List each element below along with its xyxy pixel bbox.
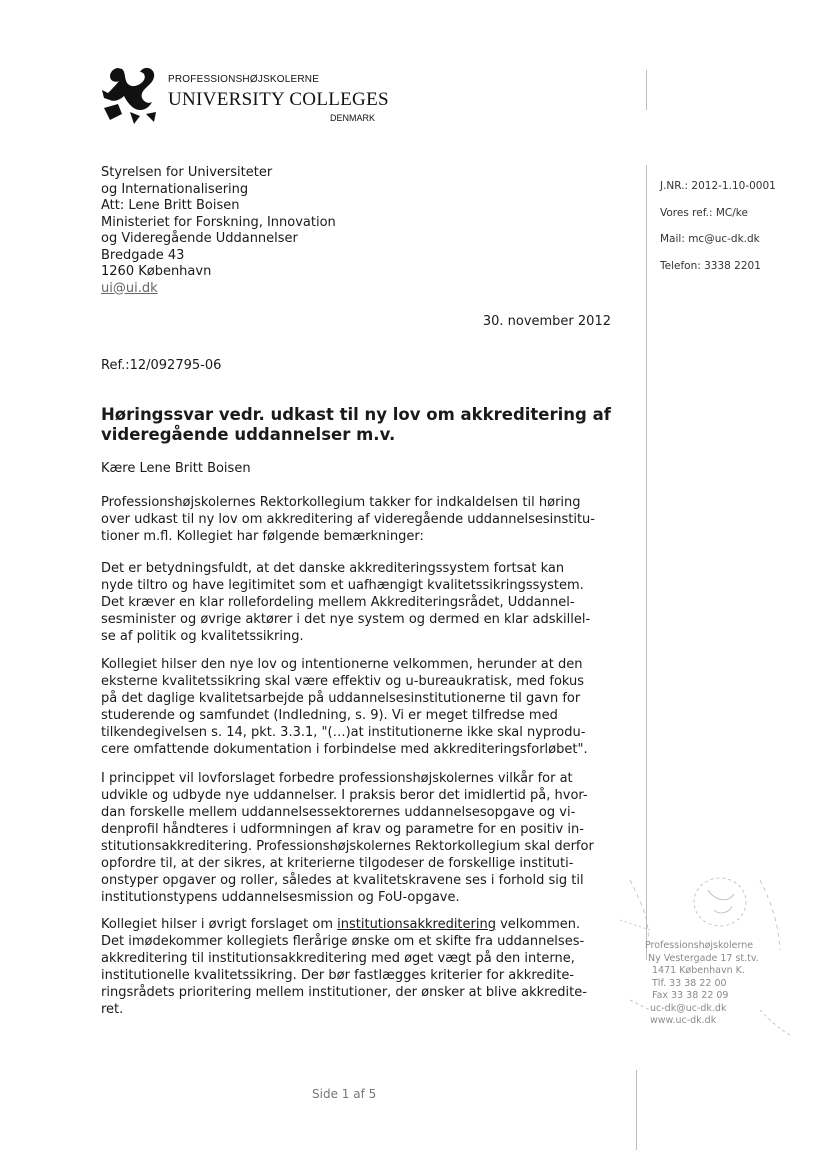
heading-line: Høringssvar vedr. udkast til ny lov om akkreditering af bbox=[101, 405, 611, 424]
text-line bbox=[101, 916, 631, 933]
logo-mark-icon bbox=[100, 66, 160, 124]
paragraph-5 bbox=[101, 916, 631, 1018]
text-line: onstyper opgaver og roller, således at kvalitetskravene ses i forhold sig til bbox=[101, 873, 584, 888]
paragraph-2 bbox=[101, 560, 631, 645]
address-line: 1260 København bbox=[101, 264, 212, 279]
text-line: sesminister og øvrige aktører i det nye system og dermed en klar adskillel- bbox=[101, 612, 591, 627]
text-line: Professionshøjskolernes Rektorkollegium takker for indkaldelsen til høring bbox=[101, 495, 581, 510]
text-line: tilkendegivelsen s. 14, pkt. 3.3.1, "(…)at institutionerne ikke skal nyprodu- bbox=[101, 725, 586, 740]
paragraph-1 bbox=[101, 494, 631, 545]
journal-number: J.NR.: 2012-1.10-0001 bbox=[660, 180, 776, 192]
letter-heading bbox=[101, 405, 621, 445]
stamp-line: 1471 København K. bbox=[652, 965, 745, 976]
text-line: nyde tiltro og have legitimitet som et uafhængigt kvalitetssikringssystem. bbox=[101, 578, 584, 593]
text-line: over udkast til ny lov om akkreditering af videregående uddannelsesinstitu- bbox=[101, 512, 595, 527]
text-line: ringsrådets prioritering mellem institutioner, der ønsker at blive akkredite- bbox=[101, 985, 587, 1000]
address-line: og Videregående Uddannelser bbox=[101, 231, 298, 246]
text-segment: velkommen. bbox=[495, 917, 581, 932]
sender-phone: Telefon: 3338 2201 bbox=[660, 259, 761, 272]
recipient-address bbox=[101, 165, 336, 297]
letter-date: 30. november 2012 bbox=[482, 314, 611, 329]
stamp-line: www.uc-dk.dk bbox=[650, 1015, 717, 1026]
text-line: studerende og samfundet (Indledning, s. 9). Vi er meget tilfredse med bbox=[101, 708, 558, 723]
stamp-line: Professionshøjskolerne bbox=[645, 940, 754, 951]
text-line: eksterne kvalitetssikring skal være effektiv og u-bureaukratisk, med fokus bbox=[101, 674, 585, 689]
page-number: Side 1 af 5 bbox=[312, 1087, 377, 1101]
text-line: Det er betydningsfuldt, at det danske akkrediteringssystem fortsat kan bbox=[101, 561, 565, 576]
text-line: Det imødekommer kollegiets flerårige ønske om et skifte fra uddannelses- bbox=[101, 934, 585, 949]
text-line: institutionelle kvalitetssikring. Der bør fastlægges kriterier for akkredite- bbox=[101, 968, 575, 983]
divider-line bbox=[636, 1070, 637, 1150]
salutation: Kære Lene Britt Boisen bbox=[101, 461, 251, 476]
logo bbox=[100, 62, 390, 130]
heading-line: videregående uddannelser m.v. bbox=[101, 425, 396, 444]
address-line: Styrelsen for Universiteter bbox=[101, 165, 273, 180]
logo-line-2: UNIVERSITY COLLEGES bbox=[168, 89, 389, 110]
divider-line bbox=[646, 165, 647, 960]
reference-number: Ref.:12/092795-06 bbox=[101, 358, 222, 373]
paragraph-3 bbox=[101, 656, 631, 758]
text-segment: Kollegiet hilser i øvrigt forslaget om bbox=[101, 917, 338, 932]
underlined-term: institutionsakkreditering bbox=[337, 917, 496, 932]
text-line: cere omfattende dokumentation i forbindelse med akkrediteringsforløbet". bbox=[101, 742, 588, 757]
stamp-line: Fax 33 38 22 09 bbox=[652, 990, 729, 1001]
text-line: på det daglige kvalitetsarbejde på uddannelsesinstitutionerne til gavn for bbox=[101, 691, 581, 706]
text-line: akkreditering til institutionsakkreditering med øget vægt på den interne, bbox=[101, 951, 575, 966]
text-line: opfordre til, at der sikres, at kriterierne tilgodeser de forskellige instituti- bbox=[101, 856, 574, 871]
address-line: og Internationalisering bbox=[101, 181, 249, 197]
text-line: institutionstypens uddannelsesmission og FoU-opgave. bbox=[101, 890, 460, 905]
text-line: I princippet vil lovforslaget forbedre professionshøjskolernes vilkår for at bbox=[101, 771, 573, 786]
text-line: Kollegiet hilser den nye lov og intentionerne velkommen, herunder at den bbox=[101, 657, 583, 672]
logo-line-1: PROFESSIONSHØJSKOLERNE bbox=[168, 74, 320, 85]
sender-info bbox=[660, 180, 776, 286]
stamp-line: Ny Vestergade 17 st.tv. bbox=[648, 952, 759, 964]
recipient-email-link[interactable]: ui@ui.dk bbox=[101, 280, 158, 296]
organization-stamp bbox=[645, 940, 759, 1028]
text-line: se af politik og kvalitetssikring. bbox=[101, 629, 304, 644]
address-line: Att: Lene Britt Boisen bbox=[101, 198, 240, 213]
address-line: Bredgade 43 bbox=[101, 247, 185, 263]
text-line: udvikle og udbyde nye uddannelser. I praksis beror det imidlertid på, hvor- bbox=[101, 788, 588, 803]
paragraph-4 bbox=[101, 770, 631, 906]
stamp-line: Tlf. 33 38 22 00 bbox=[652, 977, 727, 989]
stamp-line: uc-dk@uc-dk.dk bbox=[650, 1002, 727, 1014]
logo-line-3: DENMARK bbox=[330, 113, 376, 123]
text-line: stitutionsakkreditering. Professionshøjskolernes Rektorkollegium skal derfor bbox=[101, 839, 594, 854]
text-line: dan forskelle mellem uddannelsessektorernes uddannelsesopgave og vi- bbox=[101, 805, 576, 820]
divider-line bbox=[646, 70, 647, 110]
sender-mail: Mail: mc@uc-dk.dk bbox=[660, 233, 760, 245]
text-line: tioner m.fl. Kollegiet har følgende bemærkninger: bbox=[101, 529, 424, 544]
our-reference: Vores ref.: MC/ke bbox=[660, 206, 748, 219]
text-line: denprofil håndteres i udformningen af krav og parametre for en positiv in- bbox=[101, 822, 584, 837]
text-line: ret. bbox=[101, 1002, 124, 1017]
text-line: Det kræver en klar rollefordeling mellem Akkrediteringsrådet, Uddannel- bbox=[101, 595, 575, 610]
address-line: Ministeriet for Forskning, Innovation bbox=[101, 214, 336, 230]
